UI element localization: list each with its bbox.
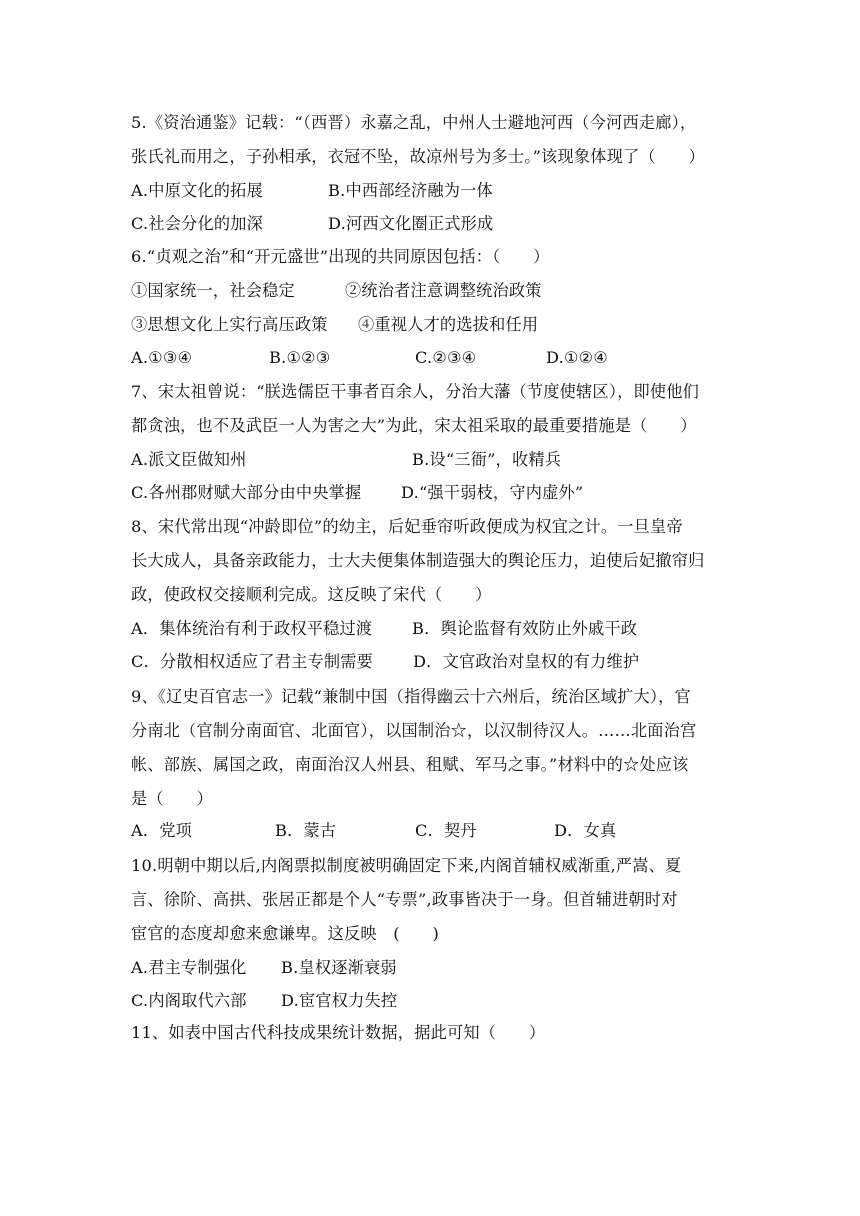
question-10-stem-line-3: 宦官的态度却愈来愈谦卑。这反映 ( ) xyxy=(131,924,440,943)
question-9-option-b: B．蒙古 xyxy=(275,821,337,840)
question-6-option-a: A.①③④ xyxy=(131,348,193,367)
question-5-option-c: C.社会分化的加深 xyxy=(131,214,264,233)
question-9-option-c: C．契丹 xyxy=(415,821,477,840)
question-7-stem-line-1: 7、宋太祖曾说：“朕选儒臣干事者百余人，分治大藩（节度使辖区），即使他们 xyxy=(131,382,700,401)
question-11-stem-line-1: 11、如表中国古代科技成果统计数据，据此可知（ ） xyxy=(131,1023,546,1042)
question-10-option-d: D.宦官权力失控 xyxy=(281,991,398,1010)
question-9-stem-line-1: 9、《辽史百官志一》记载“兼制中国（指得幽云十六州后，统治区域扩大），官 xyxy=(131,687,691,706)
question-8-option-a: A．集体统治有利于政权平稳过渡 xyxy=(131,619,373,638)
question-10-stem-line-2: 言、徐阶、高拱、张居正都是个人“专票”,政事皆决于一身。但首辅进朝时对 xyxy=(131,890,678,909)
question-8-stem-line-1: 8、宋代常出现“冲龄即位”的幼主，后妃垂帘听政便成为权宜之计。一旦皇帝 xyxy=(131,517,683,536)
question-5-stem-line-1: 5.《资治通鉴》记载：“（西晋）永嘉之乱，中州人士避地河西（今河西走廊）， xyxy=(131,113,697,132)
question-7-stem-line-2: 都贪浊，也不及武臣一人为害之大”为此，宋太祖采取的最重要措施是（ ） xyxy=(131,416,697,435)
question-7-option-a: A.派文臣做知州 xyxy=(131,450,247,469)
question-8-stem-line-2: 长大成人，具备亲政能力，士大夫便集体制造强大的舆论压力，迫使后妃撤帘归 xyxy=(131,551,705,570)
question-9-option-a: A．党项 xyxy=(131,821,193,840)
question-6-option-c: C.②③④ xyxy=(415,348,477,367)
question-10-option-b: B.皇权逐渐衰弱 xyxy=(281,958,397,977)
question-10-option-c: C.内阁取代六部 xyxy=(131,991,247,1010)
question-8-option-d: D．文官政治对皇权的有力维护 xyxy=(413,652,640,671)
question-7-option-b: B.设“三衙”，收精兵 xyxy=(412,450,562,469)
question-6-option-d: D.①②④ xyxy=(546,348,609,367)
question-6-item-4: ④重视人才的选拔和任用 xyxy=(358,315,539,334)
question-8-option-c: C．分散相权适应了君主专制需要 xyxy=(131,652,374,671)
question-6-item-1: ①国家统一，社会稳定 xyxy=(131,281,295,300)
question-5-option-a: A.中原文化的拓展 xyxy=(131,181,263,200)
question-9-stem-line-3: 帐、部族、属国之政，南面治汉人州县、租赋、军马之事。”材料中的☆处应该 xyxy=(131,755,689,774)
question-6-item-3: ③思想文化上实行高压政策 xyxy=(131,315,328,334)
question-7-option-c: C.各州郡财赋大部分由中央掌握 xyxy=(131,483,362,502)
question-9-stem-line-2: 分南北（官制分南面官、北面官），以国制治☆，以汉制待汉人。……北面治宫 xyxy=(131,721,697,740)
question-10-option-a: A.君主专制强化 xyxy=(131,958,247,977)
question-5-stem-line-2: 张氏礼而用之，子孙相承，衣冠不坠，故凉州号为多士。”该现象体现了（ ） xyxy=(131,147,705,166)
question-7-option-d: D.“强干弱枝，守内虚外” xyxy=(401,483,584,502)
question-6-item-2: ②统治者注意调整统治政策 xyxy=(345,281,542,300)
question-5-option-b: B.中西部经济融为一体 xyxy=(328,181,493,200)
question-8-stem-line-3: 政，使政权交接顺利完成。这反映了宋代（ ） xyxy=(131,585,492,604)
question-6-stem-line-1: 6.“贞观之治”和“开元盛世”出现的共同原因包括：（ ） xyxy=(131,247,550,266)
question-5-option-d: D.河西文化圈正式形成 xyxy=(328,214,494,233)
question-10-stem-line-1: 10.明朝中期以后,内阁票拟制度被明确固定下来,内阁首辅权威渐重,严嵩、夏 xyxy=(131,856,682,875)
question-9-stem-line-4: 是（ ） xyxy=(131,789,213,808)
question-6-option-b: B.①②③ xyxy=(269,348,331,367)
question-9-option-d: D．女真 xyxy=(554,821,617,840)
question-8-option-b: B．舆论监督有效防止外戚干政 xyxy=(412,619,638,638)
